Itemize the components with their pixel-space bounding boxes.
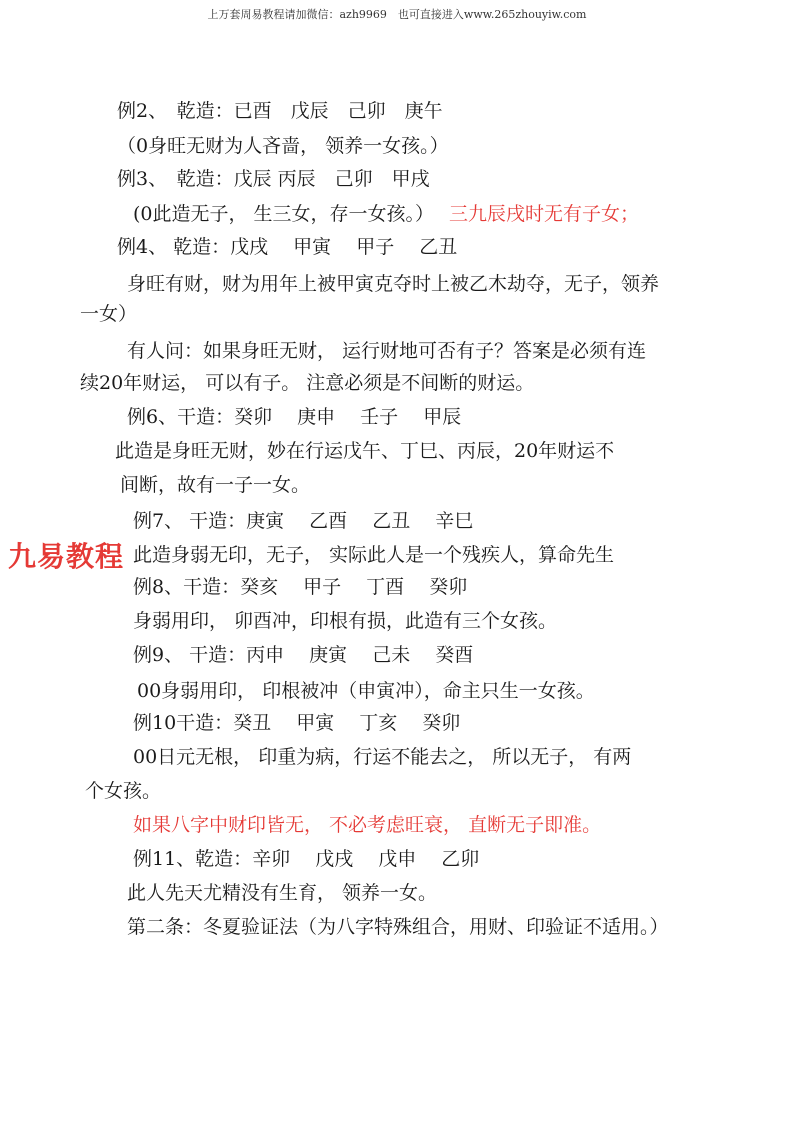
example-6-note-1: 此造是身旺无财，妙在行运戊午、丁巳、丙辰，20年财运不 [115,440,615,462]
example-9-line: 例9、 干造：丙申 庚寅 己未 癸酉 [133,644,474,666]
section-two-title: 第二条：冬夏验证法（为八字特殊组合，用财、印验证不适用。） [127,916,669,938]
example-2-note: （0身旺无财为人吝啬， 领养一女孩。） [117,135,449,157]
example-7-note: 此造身弱无印，无子， 实际此人是一个残疾人，算命先生 [133,544,615,566]
example-6-note-2: 间断，故有一子一女。 [120,474,311,496]
example-10-note-1: 00日元无根， 印重为病，行运不能去之， 所以无子， 有两 [133,746,632,768]
example-3-red-note: 三九辰戌时无有子女； [449,203,640,225]
page-header: 上万套周易教程请加微信：azh9969 也可直接进入www.265zhouyiw.com [207,8,587,21]
example-11-note: 此人先天尤精没有生育， 领养一女。 [127,882,438,904]
example-7-line: 例7、 干造：庚寅 乙酉 乙丑 辛巳 [133,510,474,532]
example-10-line: 例10干造：癸丑 甲寅 丁亥 癸卯 [133,712,461,734]
example-9-note: 00身弱用印， 印根被冲（申寅冲），命主只生一女孩。 [137,680,595,702]
question-line-1: 有人问：如果身旺无财， 运行财地可否有子？答案是必须有连 [127,340,647,362]
example-4-note-2: 一女） [80,303,138,325]
example-10-note-2: 个女孩。 [85,780,162,802]
rule-red-line: 如果八字中财印皆无， 不必考虑旺衰， 直断无子即准。 [133,814,602,836]
example-6-line: 例6、干造：癸卯 庚申 壬子 甲辰 [127,406,462,428]
example-11-line: 例11、乾造：辛卯 戊戌 戊申 乙卯 [133,848,480,870]
example-2-line: 例2、 乾造：已酉 戊辰 己卯 庚午 [117,100,443,122]
example-8-line: 例8、干造：癸亥 甲子 丁酉 癸卯 [133,576,468,598]
example-8-note: 身弱用印， 卯酉冲，印根有损，此造有三个女孩。 [133,610,558,632]
example-4-line: 例4、 乾造：戊戌 甲寅 甲子 乙丑 [117,236,458,258]
example-3-note: (0此造无子， 生三女，存一女孩。） [133,203,435,225]
example-3-line: 例3、 乾造：戊辰 丙辰 己卯 甲戌 [117,168,430,190]
question-line-2: 续20年财运， 可以有子。 注意必须是不间断的财运。 [80,372,535,394]
watermark-logo: 九易教程 [8,540,125,573]
example-4-note-1: 身旺有财，财为用年上被甲寅克夺时上被乙木劫夺，无子，领养 [127,273,660,295]
